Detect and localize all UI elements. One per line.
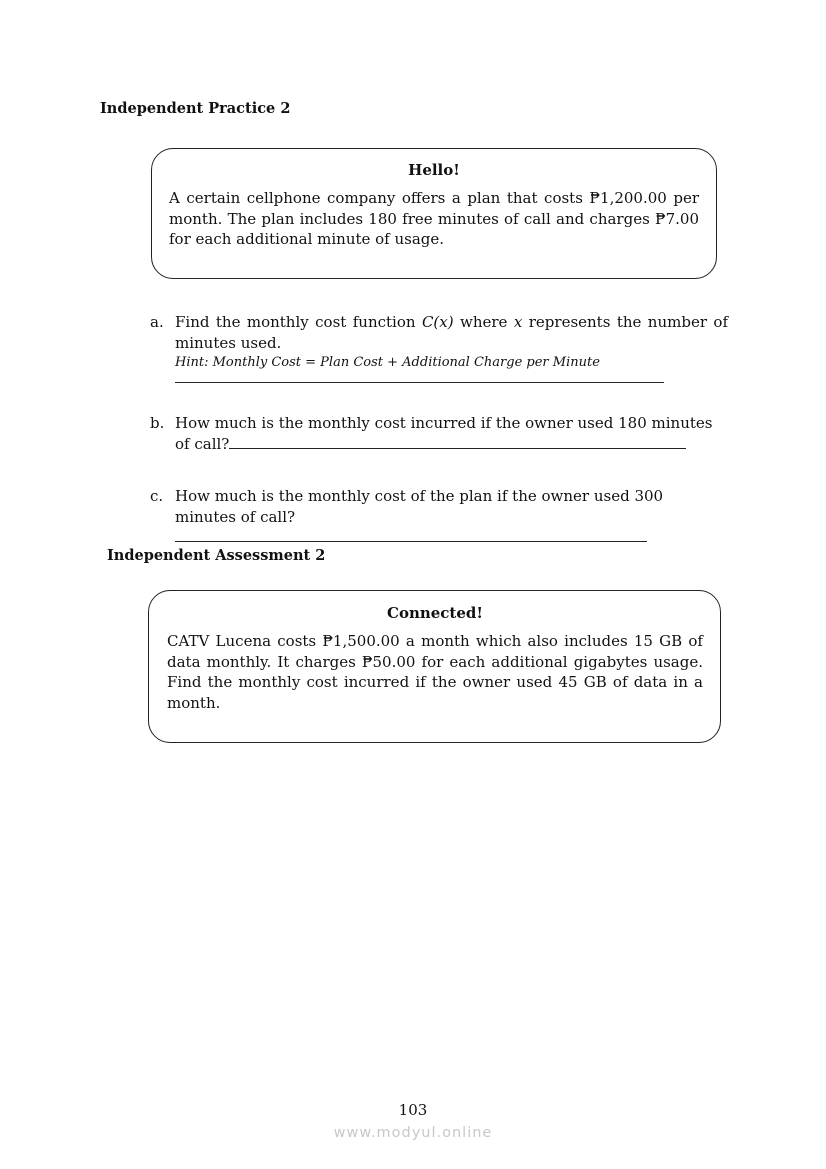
question-b — [150, 413, 728, 454]
question-a-text-before: Find the monthly cost function — [175, 313, 422, 331]
answer-line-c[interactable] — [175, 527, 647, 542]
assessment-box-text: CATV Lucena costs ₱1,500.00 a month which also includes 15 GB of data monthly. It charges ₱50.00 for each additional gigabytes usage. Find the monthly cost incurred if the owner used 45 GB of data in a month. — [167, 632, 703, 712]
question-a-letter: a. — [150, 313, 164, 331]
practice-box-title: Hello! — [408, 161, 460, 179]
assessment-box-title: Connected! — [387, 604, 483, 622]
answer-line-b[interactable] — [229, 434, 686, 449]
question-a-text-mid: where — [453, 313, 514, 331]
question-a-variable: x — [513, 313, 523, 331]
practice-heading: Independent Practice 2 — [100, 100, 291, 117]
question-b-text: How much is the monthly cost incurred if the owner used 180 minutes of call? — [175, 414, 713, 453]
question-a-text-after: represents the number of minutes used. — [175, 313, 728, 352]
page-number: 103 — [398, 1101, 428, 1119]
question-c-text: How much is the monthly cost of the plan if the owner used 300 minutes of call? — [175, 487, 664, 526]
question-a-function-name: C(x) — [421, 313, 454, 331]
assessment-heading: Independent Assessment 2 — [107, 547, 326, 564]
question-a — [150, 312, 728, 383]
practice-problem-box — [151, 148, 717, 279]
question-c — [150, 486, 728, 548]
watermark: www.modyul.online — [333, 1125, 493, 1141]
answer-line-a[interactable] — [175, 381, 664, 383]
practice-box-text: A certain cellphone company offers a plan that costs ₱1,200.00 per month. The plan includes 180 free minutes of call and charges ₱7.00 for each additional minute of usage. — [169, 189, 699, 249]
assessment-problem-box — [148, 590, 721, 743]
question-a-hint: Hint: Monthly Cost = Plan Cost + Additional Charge per Minute — [175, 355, 600, 371]
question-b-letter: b. — [150, 414, 165, 432]
question-c-letter: c. — [150, 487, 164, 505]
